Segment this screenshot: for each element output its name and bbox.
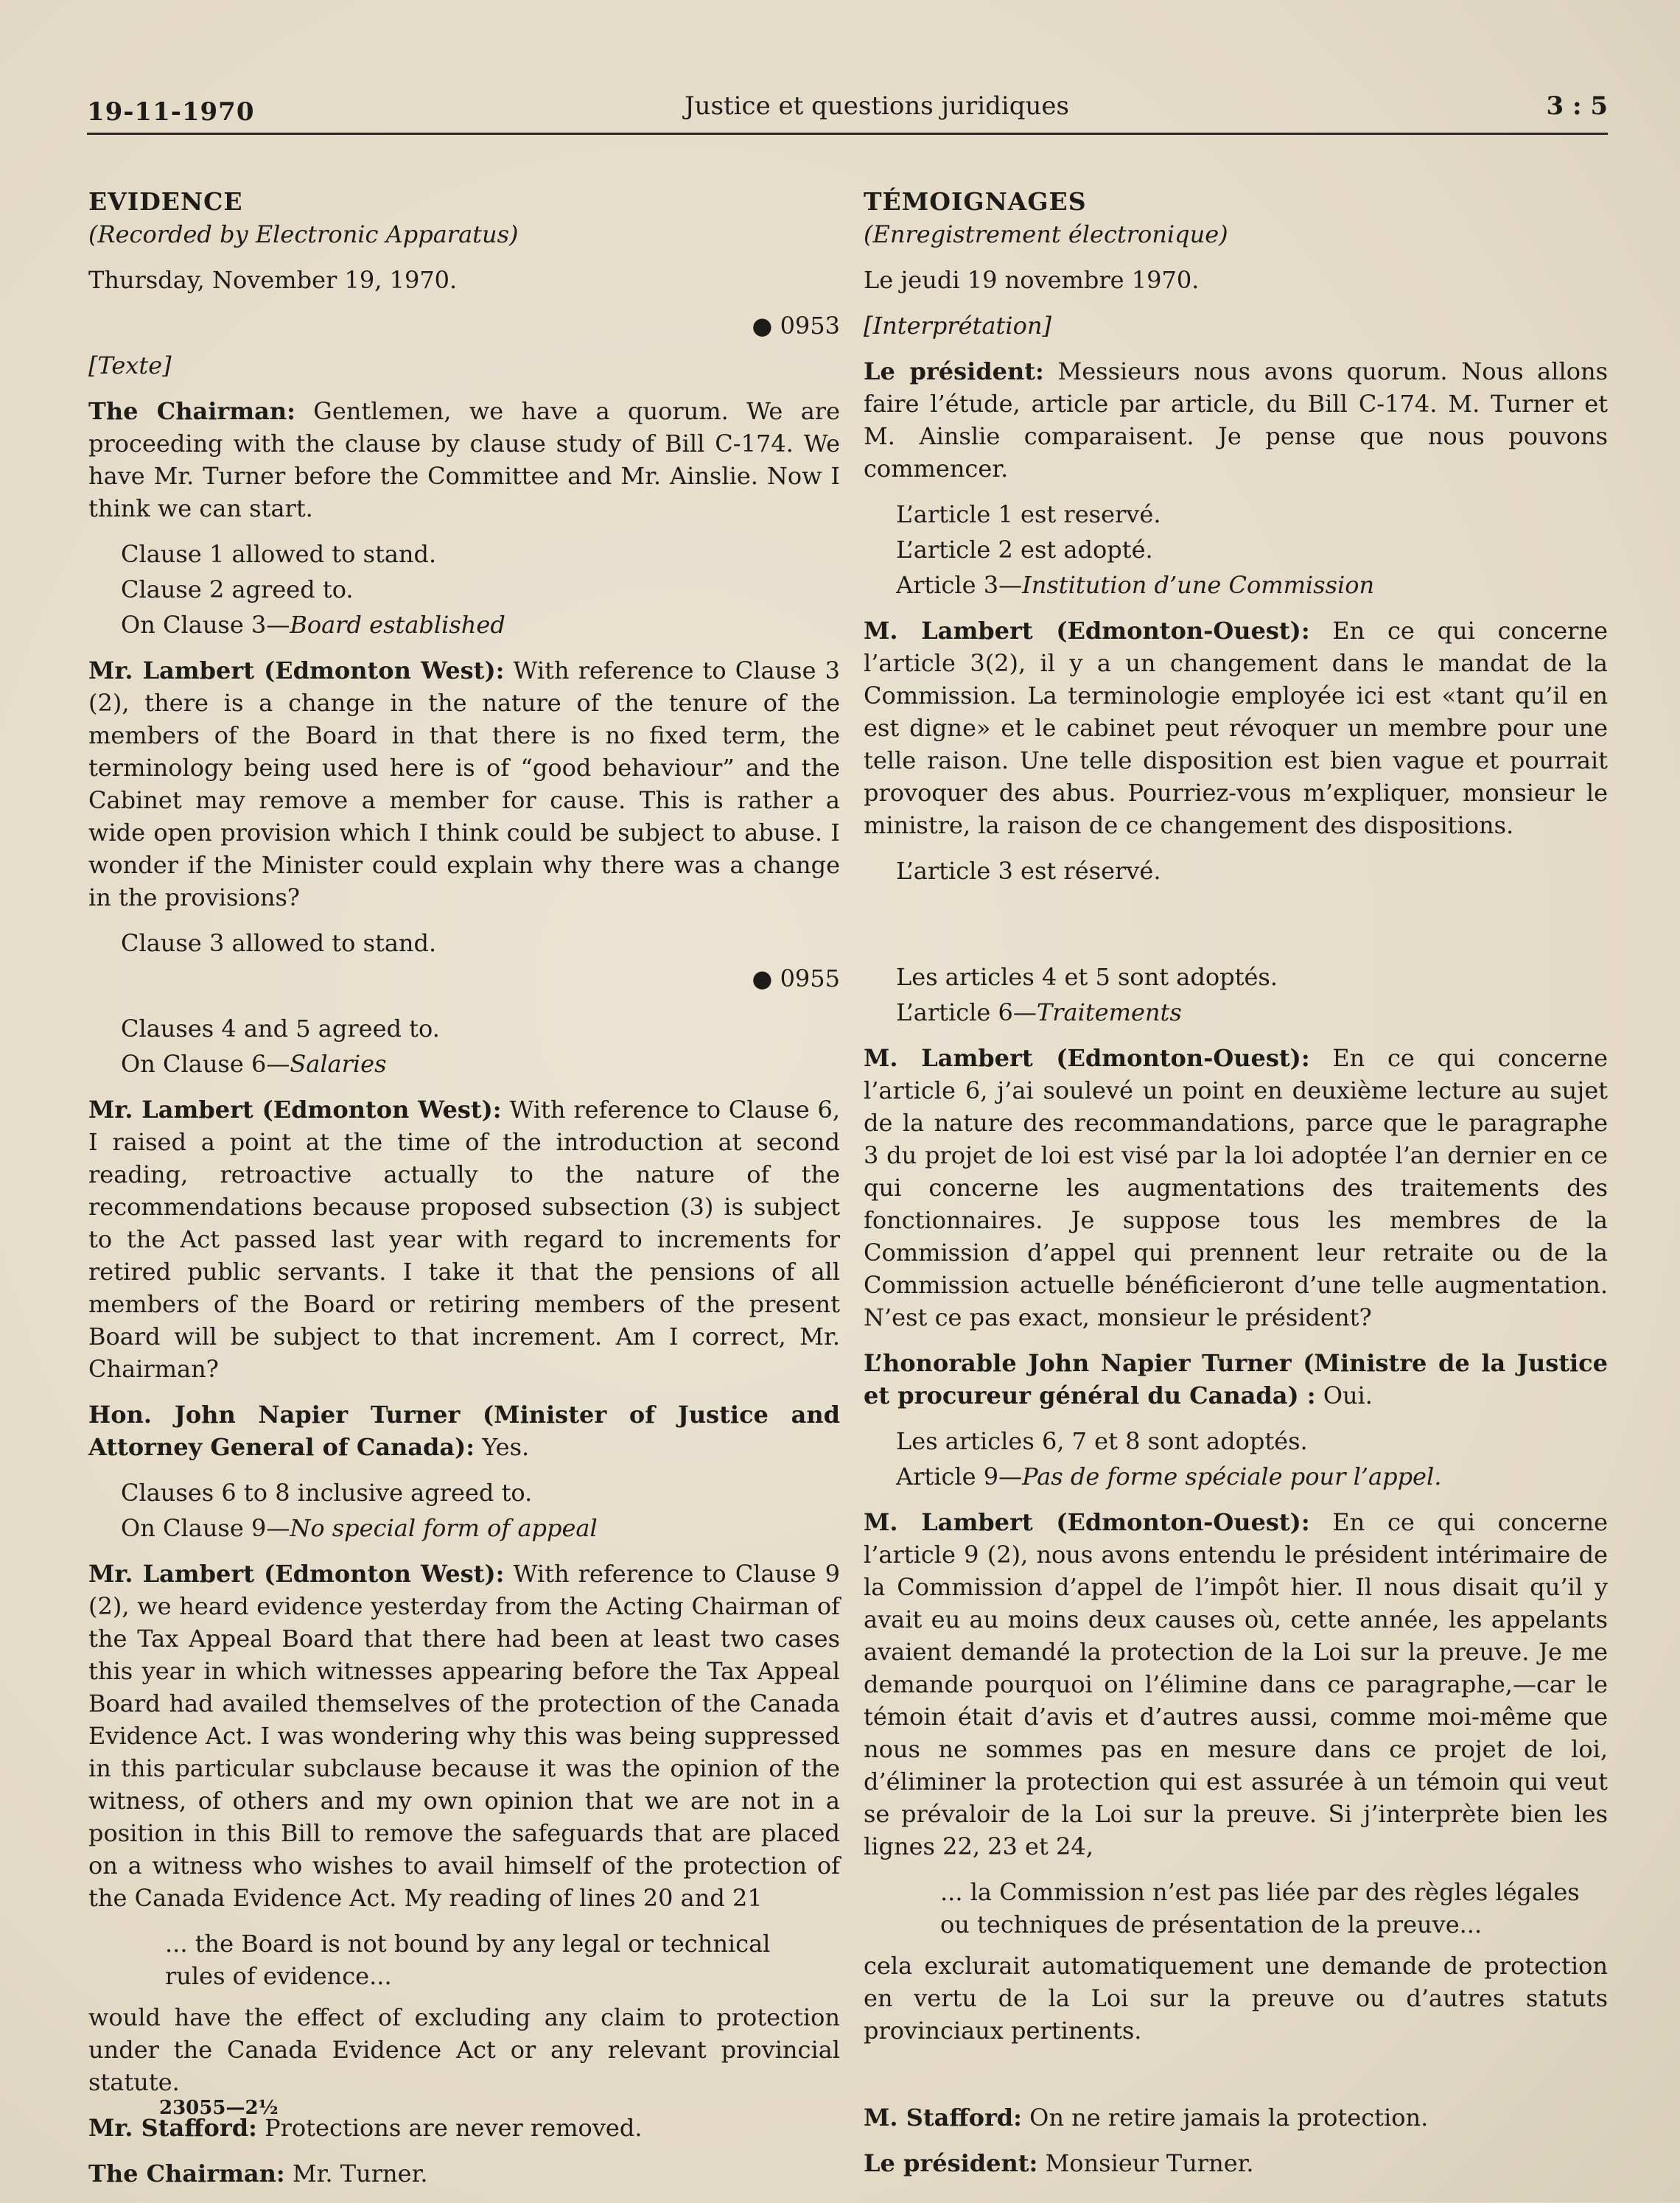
speech-text: Monsieur Turner. — [1037, 2149, 1254, 2177]
speech-text: En ce qui concerne l’article 3(2), il y a un changement dans le mandat de la Commission. La terminologie employée ici est «tant qu’il en est digne» et le cabinet peut révoquer un membre pour une telle raison. Une telle disposition est bien vague et pourrait provoquer des abus. Pourriez-vous m’expliquer, monsieur le ministre, la raison de ce changement des dispositions. — [864, 617, 1608, 839]
proceeding-item — [88, 1512, 840, 1544]
speech-paragraph — [88, 2157, 840, 2190]
proceeding-item: Clause 1 allowed to stand. — [121, 540, 437, 568]
clause-label: On Clause 6— — [121, 1050, 290, 1078]
clause-title: Pas de forme spéciale pour l’appel. — [1022, 1463, 1442, 1491]
proceeding-item: L’article 3 est réservé. — [896, 857, 1161, 885]
speaker-name: Hon. John Napier Turner (Minister of Justice and Attorney General of Canada): — [88, 1401, 840, 1461]
session-date: Thursday, November 19, 1970. — [88, 266, 458, 294]
speech-text: En ce qui concerne l’article 9 (2), nous avons entendu le président intérimaire de la Commission d’appel de l’impôt hier. Il nous disait qu’il y avait eu au moins deux causes où, cette année, les appelants avaient demandé la protection de la Loi sur la preuve. Je me demande pourquoi on l’élimine dans ce paragraphe,—car le témoin était d’avis et d’autres aussi, comme moi-même que nous ne sommes pas en mesure dans ce projet de loi, d’éliminer la protection qui est assurée à un témoin qui veut se prévaloir de la Loi sur la preuve. Si j’interprète bien les lignes 22, 23 et 24, — [864, 1508, 1608, 1860]
speech-paragraph — [88, 1558, 840, 1914]
quoted-text: ... the Board is not bound by any legal or technical rules of evidence... — [165, 1930, 771, 1990]
speech-paragraph — [864, 355, 1608, 485]
page-number: 3 : 5 — [1546, 91, 1608, 121]
quoted-text: ... la Commission n’est pas liée par des règles légales ou techniques de présentation de la preuve... — [940, 1878, 1580, 1938]
speaker-name: Le président: — [864, 357, 1044, 385]
clause-title: No special form of appeal — [290, 1514, 598, 1542]
proceeding-item: Clauses 4 and 5 agreed to. — [121, 1015, 440, 1043]
timestamp: ● 0953 — [752, 312, 840, 340]
speech-paragraph — [88, 395, 840, 525]
header-title: Justice et questions juridiques — [685, 91, 1069, 121]
speech-text: Oui. — [1315, 1381, 1373, 1409]
session-date: Le jeudi 19 novembre 1970. — [864, 266, 1200, 294]
page-header — [87, 74, 1608, 135]
speech-text: Gentlemen, we have a quorum. We are proceeding with the clause by clause study of Bill C-174. We have Mr. Turner before the Committee and Mr. Ainslie. Now I think we can start. — [88, 397, 841, 522]
speech-paragraph — [864, 614, 1608, 841]
timestamp: ● 0955 — [752, 964, 840, 992]
body-paragraph: cela exclurait automatiquement une demande de protection en vertu de la Loi sur la preuve ou d’autres statuts provinciaux pertinents. — [864, 1952, 1608, 2045]
proceeding-item: Clauses 6 to 8 inclusive agreed to. — [121, 1479, 533, 1507]
proceeding-item: Clause 3 allowed to stand. — [121, 929, 437, 957]
speaker-name: Mr. Lambert (Edmonton West): — [88, 1560, 505, 1588]
speaker-name: M. Stafford: — [864, 2104, 1022, 2132]
clause-title: Board established — [290, 611, 505, 639]
section-heading: EVIDENCE — [88, 187, 243, 216]
body-paragraph: would have the effect of excluding any claim to protection under the Canada Evidence Act or any relevant provincial statute. — [88, 2003, 840, 2096]
section-heading: TÉMOIGNAGES — [864, 187, 1087, 216]
speech-paragraph — [864, 1042, 1608, 1334]
header-date: 19-11-1970 — [87, 97, 255, 127]
clause-label: On Clause 9— — [121, 1514, 290, 1542]
speech-paragraph — [88, 1093, 840, 1385]
speech-paragraph — [864, 2147, 1608, 2179]
proceeding-item: L’article 2 est adopté. — [896, 536, 1153, 564]
speaker-name: M. Lambert (Edmonton-Ouest): — [864, 617, 1310, 645]
speech-paragraph — [864, 1347, 1608, 1412]
speaker-name: Mr. Lambert (Edmonton West): — [88, 1096, 502, 1124]
speech-paragraph — [864, 1506, 1608, 1863]
proceeding-item — [864, 569, 1608, 601]
proceeding-item — [864, 1460, 1608, 1493]
speech-text: Protections are never removed. — [256, 2114, 643, 2142]
speech-text: Mr. Turner. — [284, 2160, 428, 2188]
language-tag: [Interprétation] — [864, 312, 1051, 340]
speech-paragraph — [88, 654, 840, 914]
clause-title: Traitements — [1036, 998, 1182, 1026]
speech-text: With reference to Clause 9 (2), we heard evidence yesterday from the Acting Chairman of the Tax Appeal Board that there had been at least two cases this year in which witnesses appearing before the Tax Appeal Board had availed themselves of the protection of the Canada Evidence Act. I was wondering why this was being suppressed in this particular subclause because it was the opinion of the witness, of others and my own opinion that we are not in a position in this Bill to remove the safeguards that are placed on a witness who wishes to avail himself of the protection of the Canada Evidence Act. My reading of lines 20 and 21 — [88, 1560, 841, 1912]
proceeding-item: Clause 2 agreed to. — [121, 575, 354, 603]
speech-text: On ne retire jamais la protection. — [1021, 2104, 1429, 2132]
proceeding-item — [88, 609, 840, 641]
speech-text: Yes. — [475, 1433, 530, 1461]
speaker-name: L’honorable John Napier Turner (Ministre de la Justice et procureur général du Canada) : — [864, 1349, 1608, 1409]
section-subheading: (Recorded by Electronic Apparatus) — [88, 220, 519, 248]
speaker-name: The Chairman: — [88, 2160, 285, 2188]
clause-label: Article 3— — [896, 571, 1023, 599]
section-subheading: (Enregistrement électronique) — [864, 220, 1228, 248]
speaker-name: Mr. Stafford: — [88, 2114, 257, 2142]
language-tag: [Texte] — [88, 351, 172, 379]
clause-title: Salaries — [290, 1050, 387, 1078]
speech-text: With reference to Clause 3 (2), there is a change in the nature of the tenure of the members of the Board in that there is no fixed term, the terminology being used here is of “good behaviour” and the Cabinet may remove a member for cause. This is rather a wide open provision which I think could be subject to abuse. I wonder if the Minister could explain why there was a change in the provisions? — [88, 656, 841, 911]
clause-label: Article 9— — [896, 1463, 1023, 1491]
proceeding-item — [864, 996, 1608, 1029]
speaker-name: Le président: — [864, 2149, 1038, 2177]
print-code: 23055—2½ — [159, 2097, 279, 2119]
proceeding-item: L’article 1 est reservé. — [896, 500, 1161, 528]
speaker-name: M. Lambert (Edmonton-Ouest): — [864, 1044, 1310, 1072]
speech-text: With reference to Clause 6, I raised a point at the time of the introduction at second reading, retroactive actually to the nature of the recommendations because proposed subsection (3) is subject to the Act passed last year with regard to increments for retired public servants. I take it that the pensions of all members of the Board or retiring members of the present Board will be subject to that increment. Am I correct, Mr. Chairman? — [88, 1096, 841, 1383]
speech-paragraph — [88, 1398, 840, 1463]
speaker-name: M. Lambert (Edmonton-Ouest): — [864, 1508, 1310, 1536]
speech-paragraph — [864, 2101, 1608, 2134]
english-column — [88, 186, 840, 2203]
speaker-name: The Chairman: — [88, 397, 295, 425]
proceeding-item: Les articles 4 et 5 sont adoptés. — [896, 963, 1278, 991]
proceeding-item — [88, 1048, 840, 1080]
proceeding-item: Les articles 6, 7 et 8 sont adoptés. — [896, 1427, 1308, 1455]
clause-label: L’article 6— — [896, 998, 1037, 1026]
french-column — [864, 186, 1608, 2193]
speech-text: En ce qui concerne l’article 6, j’ai soulevé un point en deuxième lecture au sujet de la nature des recommandations, parce que le paragraphe 3 du projet de loi est visé par la loi adoptée l’an dernier en ce qui concerne les augmentations des traitements des fonctionnaires. Je suppose tous les membres de la Commission d’appel qui prennent leur retraite ou de la Commission actuelle bénéficieront d’une telle augmentation. N’est ce pas exact, monsieur le président? — [864, 1044, 1608, 1331]
clause-label: On Clause 3— — [121, 611, 290, 639]
speaker-name: Mr. Lambert (Edmonton West): — [88, 656, 505, 684]
clause-title: Institution d’une Commission — [1022, 571, 1375, 599]
speech-text: Messieurs nous avons quorum. Nous allons faire l’étude, article par article, du Bill C-174. M. Turner et M. Ainslie comparaisent. Je pense que nous pouvons commencer. — [864, 357, 1608, 483]
